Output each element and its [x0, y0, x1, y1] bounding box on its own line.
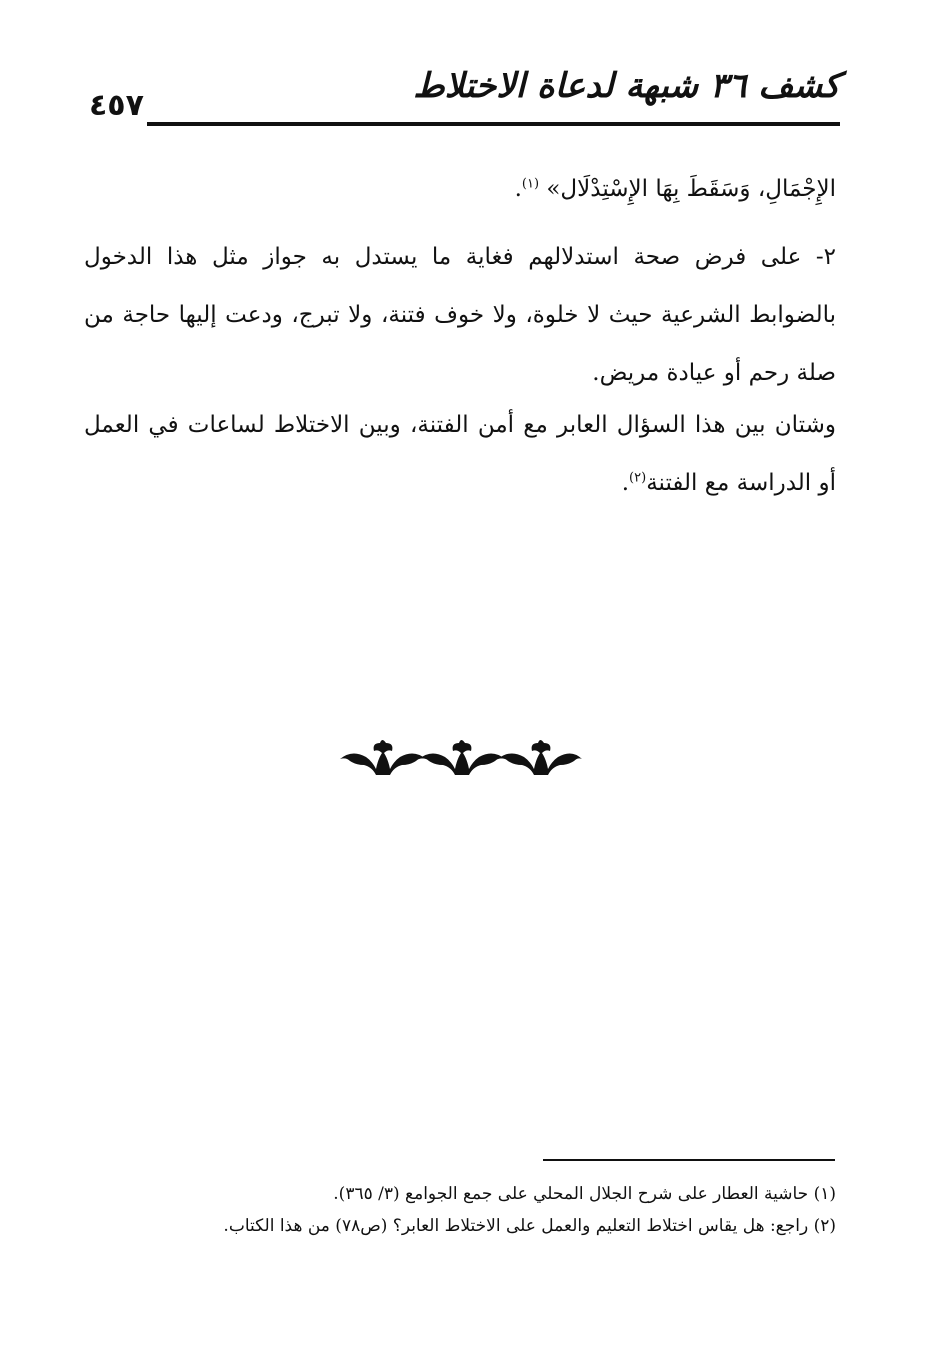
floral-divider-icon [338, 735, 583, 779]
paragraph-conclusion [84, 396, 836, 512]
footnote-1: (١) حاشية العطار على شرح الجلال المحلي على جمع الجوامع (٣/ ٣٦٥). [333, 1184, 836, 1204]
period: . [514, 176, 522, 202]
floral-motif [419, 740, 505, 775]
paragraph-point-2 [84, 228, 836, 402]
paragraph-text: الإِجْمَالِ، وَسَقَطَ بِهَا الإِسْتِدْلَال» [546, 176, 836, 202]
footnote-2: (٢) راجع: هل يقاس اختلاط التعليم والعمل على الاختلاط العابر؟ (ص٧٨) من هذا الكتاب. [223, 1216, 836, 1236]
header-rule [147, 122, 840, 126]
footnote-separator [543, 1159, 835, 1161]
floral-motif [498, 740, 582, 775]
floral-motif [340, 740, 426, 775]
period: . [621, 470, 630, 496]
footnote-ref-1: (١) [521, 176, 540, 192]
paragraph-text: وشتان بين هذا السؤال العابر مع أمن الفتنة، وبين الاختلاط لساعات في العمل أو الدراسة مع الفتنة [84, 412, 836, 496]
page-number: ٤٥٧ [89, 88, 144, 123]
paragraph-continuation [84, 160, 836, 218]
page-header [85, 64, 840, 134]
footnotes [150, 1178, 836, 1242]
running-title: كشف ٣٦ شبهة لدعاة الاختلاط [413, 66, 840, 106]
paragraph-text: ٢- على فرض صحة استدلالهم فغاية ما يستدل به جواز مثل هذا الدخول بالضوابط الشرعية حيث لا خلوة، ولا خوف فتنة، ولا تبرج، ودعت إليها حاجة من صلة رحم أو عيادة مريض. [84, 244, 836, 386]
footnote-ref-2: (٢) [629, 470, 647, 486]
